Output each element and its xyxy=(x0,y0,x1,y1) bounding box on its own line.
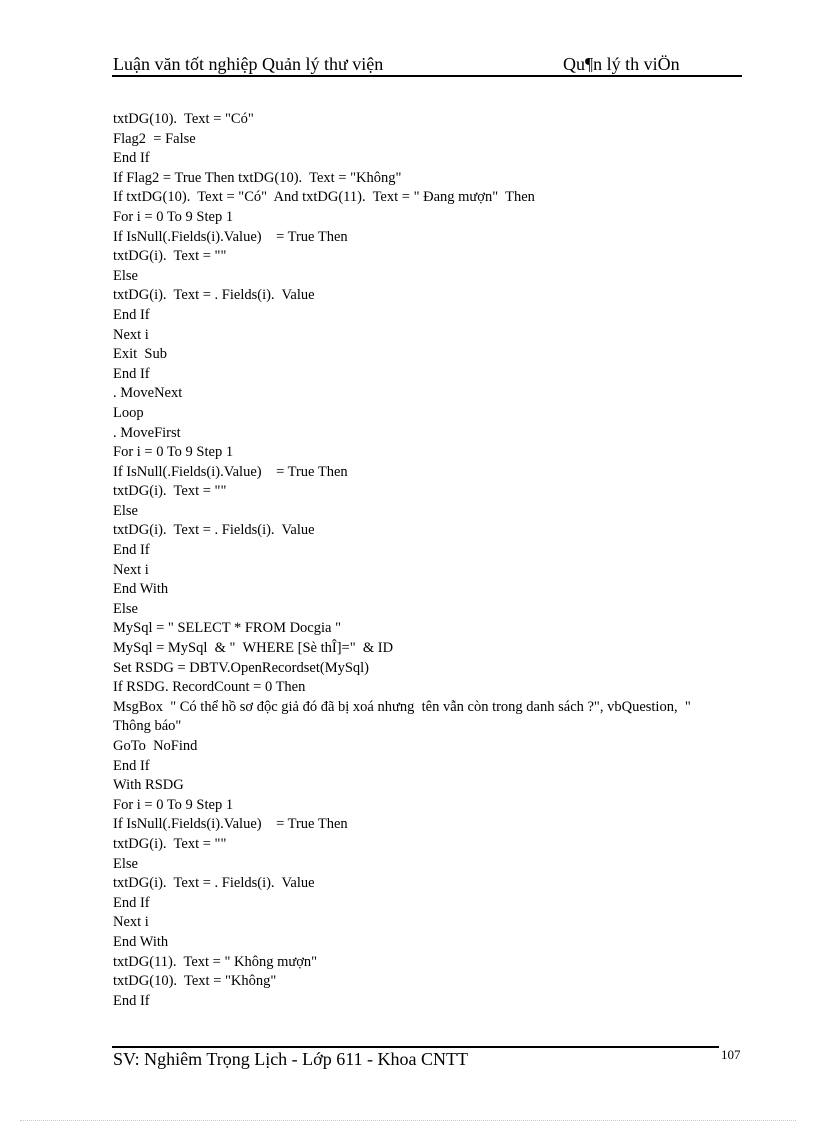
code-line: For i = 0 To 9 Step 1 xyxy=(113,208,234,225)
code-line: txtDG(i). Text = . Fields(i). Value xyxy=(113,522,315,539)
page-bottom-border xyxy=(20,1120,796,1121)
header-document-title: Luận văn tốt nghiệp Quản lý thư viện xyxy=(113,54,384,74)
code-line: Set RSDG = DBTV.OpenRecordset(MySql) xyxy=(113,659,370,676)
code-line: End If xyxy=(113,894,150,911)
header-section-title: Qu¶n lý th viÖn xyxy=(563,54,680,74)
footer-divider xyxy=(112,1046,719,1048)
code-line: Exit Sub xyxy=(113,346,167,363)
footer-author-info: SV: Nghiêm Trọng Lịch - Lớp 611 - Khoa CNTT xyxy=(113,1049,468,1069)
code-line: With RSDG xyxy=(113,777,184,794)
code-line: Next i xyxy=(113,326,149,343)
code-line: txtDG(i). Text = "" xyxy=(113,483,227,500)
code-line: If IsNull(.Fields(i).Value) = True Then xyxy=(113,816,348,833)
page-number: 107 xyxy=(721,1047,741,1062)
code-line: txtDG(i). Text = "" xyxy=(113,248,227,265)
code-line: Else xyxy=(113,502,138,519)
code-line: txtDG(10). Text = "Không" xyxy=(113,973,277,990)
code-line: End With xyxy=(113,581,169,598)
code-line: MySql = MySql & " WHERE [Sè thÎ]=" & ID xyxy=(113,640,394,657)
code-line: txtDG(10). Text = "Có" xyxy=(113,111,254,127)
code-line: End If xyxy=(113,365,150,382)
code-line: Next i xyxy=(113,914,149,931)
code-line: For i = 0 To 9 Step 1 xyxy=(113,444,234,461)
header-divider xyxy=(112,75,742,77)
code-line: End If xyxy=(113,992,150,1009)
code-line: Else xyxy=(113,267,138,284)
code-line: End If xyxy=(113,757,150,774)
code-line: txtDG(11). Text = " Không mượn" xyxy=(113,953,318,970)
code-line: If IsNull(.Fields(i).Value) = True Then xyxy=(113,463,348,480)
code-line: Loop xyxy=(113,404,144,421)
code-line: MySql = " SELECT * FROM Docgia " xyxy=(113,620,341,637)
code-line: If txtDG(10). Text = "Có" And txtDG(11). Text = " Đang mượn" Then xyxy=(113,189,535,206)
code-line: For i = 0 To 9 Step 1 xyxy=(113,796,234,813)
code-line: Flag2 = False xyxy=(113,130,196,147)
code-line: Else xyxy=(113,855,138,872)
code-line: Thông báo" xyxy=(113,718,182,735)
code-line: End If xyxy=(113,542,150,559)
code-line: End If xyxy=(113,306,150,323)
code-line: If RSDG. RecordCount = 0 Then xyxy=(113,679,306,696)
code-line: If Flag2 = True Then txtDG(10). Text = "Không" xyxy=(113,169,402,186)
code-line: GoTo NoFind xyxy=(113,738,198,754)
code-listing xyxy=(113,110,753,1011)
code-line: If IsNull(.Fields(i).Value) = True Then xyxy=(113,228,348,245)
code-line: MsgBox " Có thể hồ sơ độc giả đó đã bị xoá nhưng tên vẫn còn trong danh sách ?", vbQuestion, " xyxy=(113,698,691,715)
code-line: txtDG(i). Text = . Fields(i). Value xyxy=(113,287,315,304)
code-line: txtDG(i). Text = . Fields(i). Value xyxy=(113,875,315,892)
code-line: Else xyxy=(113,600,138,617)
code-line: . MoveFirst xyxy=(113,424,181,441)
code-line: End If xyxy=(113,150,150,167)
code-line: End With xyxy=(113,933,169,950)
code-line: Next i xyxy=(113,561,149,578)
code-line: . MoveNext xyxy=(113,385,183,402)
code-line: txtDG(i). Text = "" xyxy=(113,835,227,852)
